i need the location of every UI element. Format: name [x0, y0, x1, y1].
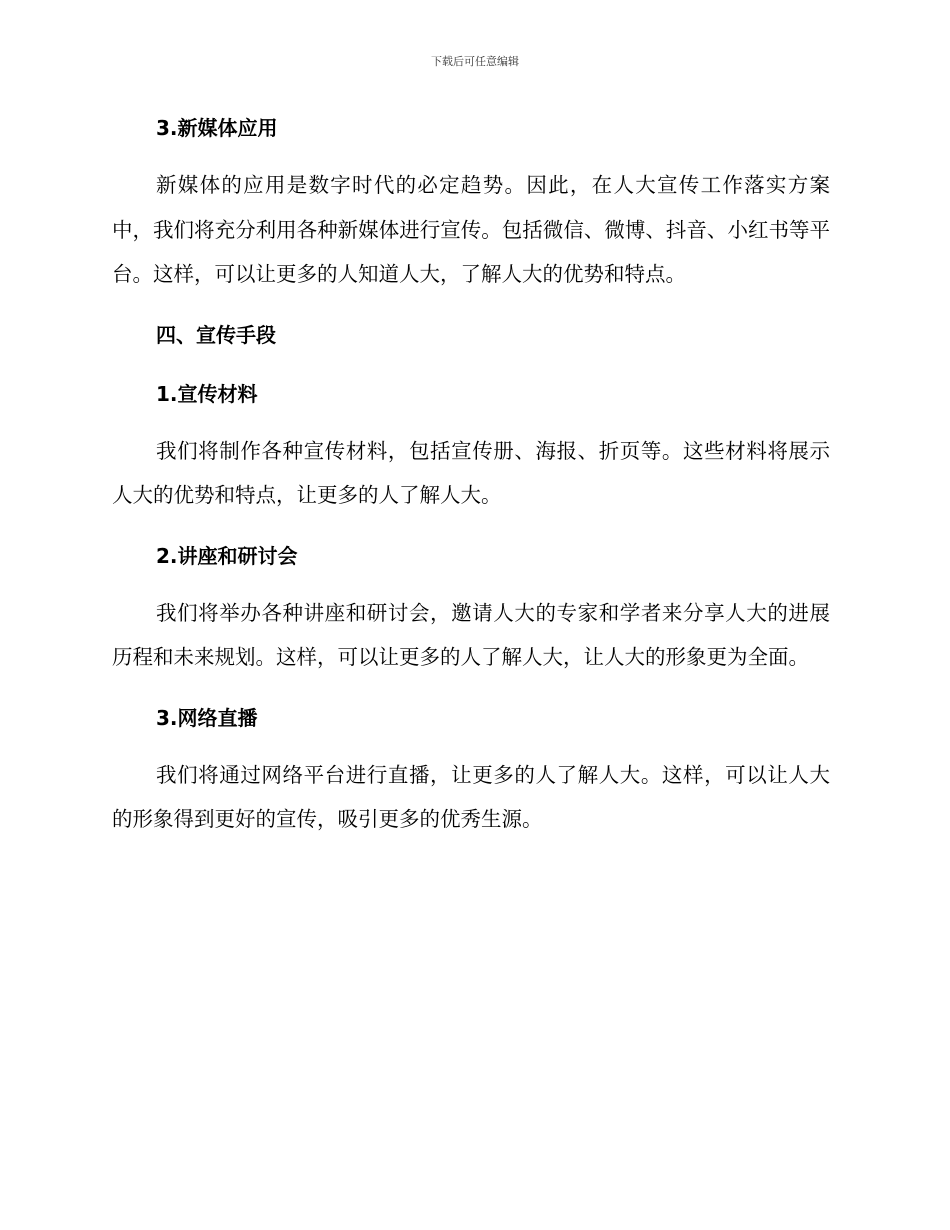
paragraph-lectures: 我们将举办各种讲座和研讨会，邀请人大的专家和学者来分享人大的进展历程和未来规划。这样，可以让更多的人了解人大，让人大的形象更为全面。: [112, 600, 830, 669]
section-heading-publicity-means: 四、宣传手段: [156, 322, 276, 347]
paragraph-materials: 我们将制作各种宣传材料，包括宣传册、海报、折页等。这些材料将展示人大的优势和特点，让更多的人了解人大。: [112, 438, 830, 507]
section-heading-materials: 1.宣传材料: [156, 381, 258, 406]
section-heading-new-media: 3.新媒体应用: [156, 116, 278, 140]
document-body: [112, 112, 830, 842]
section-heading-lectures: 2.讲座和研讨会: [156, 543, 298, 568]
paragraph-live-stream: 我们将通过网络平台进行直播，让更多的人了解人大。这样，可以让人大的形象得到更好的宣传，吸引更多的优秀生源。: [112, 762, 830, 831]
page-header: 下载后可任意编辑: [431, 55, 519, 68]
paragraph-new-media: 新媒体的应用是数字时代的必定趋势。因此，在人大宣传工作落实方案中，我们将充分利用各种新媒体进行宣传。包括微信、微博、抖音、小红书等平台。这样，可以让更多的人知道人大，了解人大的优势和特点。: [112, 173, 830, 286]
section-heading-live-stream: 3.网络直播: [156, 705, 258, 730]
